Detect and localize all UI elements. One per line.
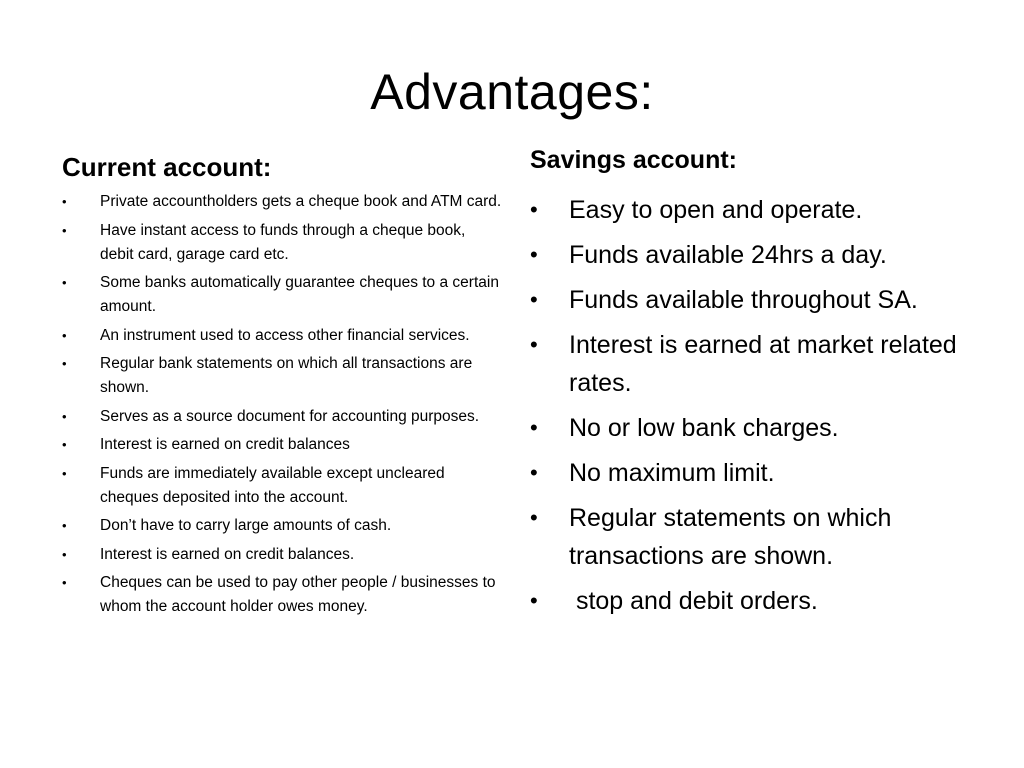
bullet-icon: •: [530, 242, 538, 267]
list-item: [62, 271, 502, 319]
list-item-text: stop and debit orders.: [569, 587, 818, 615]
list-item: [62, 405, 502, 429]
current-account-list: [62, 190, 502, 619]
bullet-icon: •: [530, 588, 538, 613]
savings-account-heading: Savings account:: [530, 146, 737, 174]
list-item: [62, 462, 502, 510]
list-item: [62, 352, 502, 400]
bullet-icon: •: [530, 197, 538, 222]
list-item: [530, 236, 1000, 274]
bullet-icon: •: [62, 437, 67, 452]
list-item: [530, 454, 1000, 492]
list-item: [62, 514, 502, 538]
list-item-text: No maximum limit.: [569, 459, 775, 487]
current-account-heading: Current account:: [62, 152, 272, 182]
list-item-text: Some banks automatically guarantee cheques to a certain amount.: [100, 274, 499, 315]
bullet-icon: •: [62, 546, 67, 562]
list-item-text: Easy to open and operate.: [569, 196, 863, 224]
list-item-text: Interest is earned on credit balances.: [100, 545, 355, 563]
list-item-text: Have instant access to funds through a cheque book, debit card, garage card etc.: [100, 221, 466, 263]
bullet-icon: •: [530, 415, 538, 440]
bullet-icon: •: [62, 575, 67, 590]
bullet-icon: •: [62, 327, 67, 343]
bullet-icon: •: [62, 356, 67, 371]
list-item: [62, 433, 502, 457]
list-item-text: Funds are immediately available except uncleared cheques deposited into the account.: [100, 464, 445, 506]
list-item: [62, 190, 502, 214]
list-item-text: No or low bank charges.: [569, 414, 839, 442]
list-item-text: Funds available 24hrs a day.: [569, 241, 887, 269]
list-item: [530, 191, 1000, 229]
list-item-text: Regular bank statements on which all transactions are shown.: [100, 355, 473, 396]
list-item-text: Serves as a source document for accounting purposes.: [100, 407, 480, 425]
list-item-text: Interest is earned on credit balances: [100, 436, 350, 453]
list-item: [530, 499, 1000, 575]
bullet-icon: •: [530, 505, 538, 530]
bullet-icon: •: [530, 287, 538, 312]
current-account-column: [62, 150, 502, 624]
bullet-icon: •: [62, 194, 67, 209]
list-item: [62, 219, 502, 267]
bullet-icon: •: [530, 460, 538, 485]
list-item-text: Funds available throughout SA.: [569, 286, 918, 314]
bullet-icon: •: [62, 408, 67, 424]
bullet-icon: •: [530, 332, 538, 357]
savings-account-list: [530, 191, 1000, 620]
list-item-text: Regular statements on which transactions are shown.: [569, 504, 892, 570]
list-item-text: An instrument used to access other financial services.: [100, 326, 470, 344]
bullet-icon: •: [62, 222, 67, 238]
list-item: [530, 281, 1000, 319]
list-item: [62, 571, 502, 619]
list-item: [62, 543, 502, 567]
list-item-text: Private accountholders gets a cheque book and ATM card.: [100, 193, 502, 210]
list-item-text: Interest is earned at market related rates.: [569, 331, 957, 397]
bullet-icon: •: [62, 275, 67, 290]
list-item-text: Cheques can be used to pay other people / businesses to whom the account holder owes money.: [100, 574, 496, 615]
list-item: [530, 409, 1000, 447]
bullet-icon: •: [62, 518, 67, 533]
slide-title: Advantages:: [370, 64, 654, 120]
list-item: [530, 582, 1000, 620]
list-item: [62, 324, 502, 348]
bullet-icon: •: [62, 465, 67, 481]
list-item-text: Don’t have to carry large amounts of cash.: [100, 517, 392, 534]
list-item: [530, 326, 1000, 402]
savings-account-column: [530, 143, 1000, 627]
